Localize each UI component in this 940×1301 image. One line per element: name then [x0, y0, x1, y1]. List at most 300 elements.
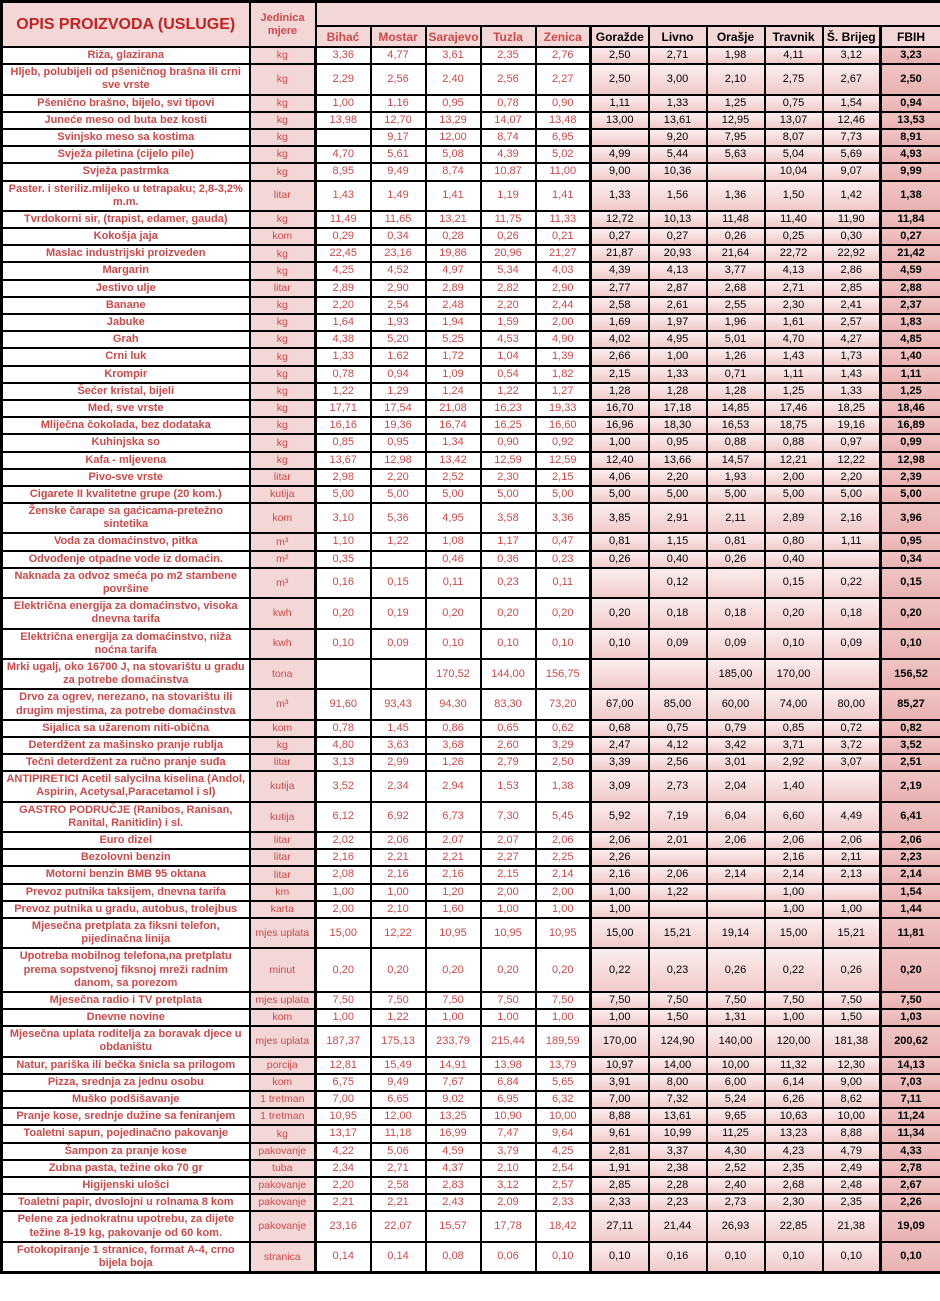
price-cell [591, 568, 649, 598]
price-cell: 19,33 [536, 400, 591, 417]
table-row [2, 629, 940, 659]
price-cell: 6,32 [536, 1091, 591, 1108]
price-cell: 0,78 [316, 366, 371, 383]
price-cell: 5,34 [481, 262, 536, 279]
price-cell: 0,12 [649, 568, 707, 598]
unit-cell: kg [250, 314, 316, 331]
price-cell [707, 568, 765, 598]
page-title: OPIS PROIZVODA (USLUGE) [2, 2, 250, 48]
price-cell: 10,87 [481, 163, 536, 180]
table-row [2, 211, 940, 228]
price-cell: 2,10 [481, 1160, 536, 1177]
price-cell: 1,19 [481, 181, 536, 211]
price-cell: 1,94 [426, 314, 481, 331]
price-cell: 3,91 [591, 1074, 649, 1091]
price-cell: 27,11 [591, 1211, 649, 1241]
price-cell: 2,06 [823, 832, 881, 849]
price-cell: 0,16 [316, 568, 371, 598]
price-cell: 2,21 [371, 849, 426, 866]
price-cell: 2,38 [649, 1160, 707, 1177]
price-cell: 4,85 [881, 331, 940, 348]
price-cell: 85,27 [881, 689, 940, 719]
price-cell: 11,81 [881, 918, 940, 948]
price-cell: 2,56 [481, 64, 536, 94]
price-cell: 4,95 [649, 331, 707, 348]
price-cell: 0,95 [371, 434, 426, 451]
price-cell: 0,88 [707, 434, 765, 451]
price-cell: 13,61 [649, 1108, 707, 1125]
unit-cell: pakovanje [250, 1143, 316, 1160]
price-cell: 2,16 [765, 849, 823, 866]
column-header-zenica: Zenica [536, 26, 591, 47]
price-cell: 11,84 [881, 211, 940, 228]
price-cell: 6,95 [536, 129, 591, 146]
price-cell: 5,45 [536, 802, 591, 832]
price-cell: 6,00 [707, 1074, 765, 1091]
product-name: Kokošja jaja [2, 228, 250, 245]
price-cell: 3,36 [316, 47, 371, 64]
price-cell: 4,49 [823, 802, 881, 832]
price-cell: 170,00 [765, 659, 823, 689]
price-cell: 13,98 [481, 1057, 536, 1074]
price-cell: 4,27 [823, 331, 881, 348]
product-name: Tvrdokorni sir, (trapist, edamer, gauda) [2, 211, 250, 228]
product-name: Paster. i steriliz.mlijeko u tetrapaku; 2,8-3,2% m.m. [2, 181, 250, 211]
price-cell: 3,52 [881, 737, 940, 754]
price-cell: 4,70 [765, 331, 823, 348]
price-cell: 18,46 [881, 400, 940, 417]
price-cell: 2,44 [536, 297, 591, 314]
unit-cell: kg [250, 417, 316, 434]
price-cell: 18,30 [649, 417, 707, 434]
price-cell: 0,08 [426, 1242, 481, 1273]
price-cell: 13,53 [881, 112, 940, 129]
price-cell: 10,04 [765, 163, 823, 180]
price-cell: 1,93 [371, 314, 426, 331]
table-row [2, 1160, 940, 1177]
product-name: Med, sve vrste [2, 400, 250, 417]
price-cell: 12,59 [536, 452, 591, 469]
unit-cell: m² [250, 551, 316, 568]
table-row [2, 181, 940, 211]
price-cell: 1,11 [765, 366, 823, 383]
unit-cell: pakovanje [250, 1211, 316, 1241]
price-cell [707, 849, 765, 866]
price-cell: 5,00 [371, 486, 426, 503]
price-cell: 10,95 [316, 1108, 371, 1125]
price-cell: 7,50 [823, 992, 881, 1009]
unit-cell: pakovanje [250, 1177, 316, 1194]
price-cell: 18,42 [536, 1211, 591, 1241]
price-cell: 16,74 [426, 417, 481, 434]
price-cell [707, 163, 765, 180]
column-header-gorazde: Goražde [591, 26, 649, 47]
price-cell: 0,95 [649, 434, 707, 451]
price-cell: 15,57 [426, 1211, 481, 1241]
table-row [2, 1125, 940, 1142]
price-cell [371, 551, 426, 568]
price-cell: 10,95 [481, 918, 536, 948]
price-cell: 2,73 [649, 771, 707, 801]
price-cell: 4,93 [881, 146, 940, 163]
price-cell: 215,44 [481, 1026, 536, 1056]
price-cell: 73,20 [536, 689, 591, 719]
table-row [2, 163, 940, 180]
price-cell: 21,64 [707, 245, 765, 262]
price-cell: 3,85 [591, 503, 649, 533]
column-header-sarajevo: Sarajevo [426, 26, 481, 47]
price-cell: 2,07 [426, 832, 481, 849]
price-cell: 0,26 [823, 948, 881, 992]
table-row [2, 146, 940, 163]
price-cell: 7,30 [481, 802, 536, 832]
product-name: Sijalica sa užarenom niti-obična [2, 720, 250, 737]
price-cell: 2,37 [881, 297, 940, 314]
price-cell: 2,40 [707, 1177, 765, 1194]
unit-cell: pakovanje [250, 1194, 316, 1211]
price-cell: 2,35 [823, 1194, 881, 1211]
unit-cell: minut [250, 948, 316, 992]
price-cell: 1,22 [481, 383, 536, 400]
price-cell: 4,33 [881, 1143, 940, 1160]
price-cell: 1,45 [371, 720, 426, 737]
product-name: Fotokopiranje 1 stranice, format A-4, crno bijela boja [2, 1242, 250, 1273]
table-row [2, 1108, 940, 1125]
price-cell: 5,06 [371, 1143, 426, 1160]
price-cell: 1,11 [823, 533, 881, 550]
price-cell: 1,43 [316, 181, 371, 211]
price-cell: 6,73 [426, 802, 481, 832]
price-cell: 5,92 [591, 802, 649, 832]
price-cell: 22,45 [316, 245, 371, 262]
price-cell: 5,65 [536, 1074, 591, 1091]
price-cell: 94,30 [426, 689, 481, 719]
price-cell: 0,15 [881, 568, 940, 598]
price-cell: 2,06 [591, 832, 649, 849]
price-cell: 3,79 [481, 1143, 536, 1160]
table-row [2, 486, 940, 503]
price-cell: 7,50 [881, 992, 940, 1009]
price-cell: 0,10 [707, 1242, 765, 1273]
price-cell: 1,11 [591, 95, 649, 112]
unit-cell: litar [250, 280, 316, 297]
price-cell: 2,16 [823, 503, 881, 533]
price-cell: 7,32 [649, 1091, 707, 1108]
price-cell: 0,20 [426, 948, 481, 992]
product-name: Jabuke [2, 314, 250, 331]
price-cell: 6,04 [707, 802, 765, 832]
price-cell: 3,36 [536, 503, 591, 533]
price-cell: 17,46 [765, 400, 823, 417]
price-cell: 12,40 [591, 452, 649, 469]
unit-cell: kg [250, 262, 316, 279]
unit-cell: kg [250, 297, 316, 314]
price-cell: 12,22 [823, 452, 881, 469]
price-cell [649, 849, 707, 866]
unit-cell: tuba [250, 1160, 316, 1177]
price-cell: 1,28 [649, 383, 707, 400]
price-cell: 3,37 [649, 1143, 707, 1160]
price-cell: 2,11 [707, 503, 765, 533]
header-band [316, 2, 940, 27]
price-cell: 0,20 [881, 948, 940, 992]
price-cell: 2,55 [707, 297, 765, 314]
product-name: Muško podšišavanje [2, 1091, 250, 1108]
price-cell: 3,13 [316, 754, 371, 771]
price-cell: 2,50 [591, 47, 649, 64]
unit-cell: kwh [250, 598, 316, 628]
table-row [2, 1091, 940, 1108]
price-cell: 21,08 [426, 400, 481, 417]
price-cell: 91,60 [316, 689, 371, 719]
price-cell: 0,20 [316, 598, 371, 628]
price-cell: 0,10 [536, 629, 591, 659]
price-cell: 12,59 [481, 452, 536, 469]
price-cell: 2,47 [591, 737, 649, 754]
price-cell: 156,75 [536, 659, 591, 689]
price-cell: 2,06 [371, 832, 426, 849]
price-cell: 13,25 [426, 1108, 481, 1125]
price-cell: 2,73 [707, 1194, 765, 1211]
price-cell: 0,10 [881, 1242, 940, 1273]
price-cell: 3,77 [707, 262, 765, 279]
price-cell: 2,43 [426, 1194, 481, 1211]
table-row [2, 452, 940, 469]
price-cell: 181,38 [823, 1026, 881, 1056]
product-name: Šećer kristal, bijeli [2, 383, 250, 400]
price-cell: 1,43 [823, 366, 881, 383]
price-cell: 2,77 [591, 280, 649, 297]
price-cell: 1,15 [649, 533, 707, 550]
table-row [2, 112, 940, 129]
price-cell: 2,14 [536, 866, 591, 883]
price-cell: 13,98 [316, 112, 371, 129]
price-cell: 1,00 [765, 901, 823, 918]
price-cell: 7,47 [481, 1125, 536, 1142]
column-header-livno: Livno [649, 26, 707, 47]
product-name: Juneće meso od buta bez kosti [2, 112, 250, 129]
price-cell: 1,04 [481, 348, 536, 365]
price-cell: 2,51 [881, 754, 940, 771]
price-cell: 1,69 [591, 314, 649, 331]
unit-cell: m³ [250, 533, 316, 550]
price-cell: 19,09 [881, 1211, 940, 1241]
price-cell: 1,44 [881, 901, 940, 918]
table-row [2, 366, 940, 383]
price-cell: 2,04 [707, 771, 765, 801]
price-cell: 0,97 [823, 434, 881, 451]
price-cell: 3,12 [481, 1177, 536, 1194]
price-cell: 2,08 [316, 866, 371, 883]
price-cell: 2,56 [649, 754, 707, 771]
price-cell: 11,48 [707, 211, 765, 228]
price-cell: 0,85 [765, 720, 823, 737]
price-cell: 2,00 [765, 469, 823, 486]
price-cell: 2,57 [823, 314, 881, 331]
price-cell: 1,25 [765, 383, 823, 400]
price-cell: 1,38 [881, 181, 940, 211]
column-header-mostar: Mostar [371, 26, 426, 47]
price-cell: 6,75 [316, 1074, 371, 1091]
price-cell: 1,36 [707, 181, 765, 211]
price-cell: 0,11 [426, 568, 481, 598]
price-cell: 10,13 [649, 211, 707, 228]
price-cell: 16,23 [481, 400, 536, 417]
price-cell: 19,36 [371, 417, 426, 434]
unit-cell: kg [250, 211, 316, 228]
price-cell: 0,47 [536, 533, 591, 550]
price-cell: 0,22 [765, 948, 823, 992]
price-cell: 2,66 [591, 348, 649, 365]
price-cell: 10,00 [707, 1057, 765, 1074]
unit-cell: kutija [250, 486, 316, 503]
price-cell: 2,67 [823, 64, 881, 94]
price-cell: 1,38 [536, 771, 591, 801]
price-cell: 2,68 [765, 1177, 823, 1194]
price-cell: 5,00 [481, 486, 536, 503]
price-cell: 0,22 [591, 948, 649, 992]
table-row [2, 503, 940, 533]
product-name: Crni luk [2, 348, 250, 365]
product-name: Mjesečna uplata roditelja za boravak djece u obdaništu [2, 1026, 250, 1056]
price-cell: 23,16 [371, 245, 426, 262]
price-cell: 4,25 [536, 1143, 591, 1160]
price-cell: 2,20 [316, 297, 371, 314]
price-cell: 2,58 [371, 1177, 426, 1194]
price-cell: 0,23 [481, 568, 536, 598]
price-cell: 9,49 [371, 1074, 426, 1091]
price-cell: 1,00 [316, 95, 371, 112]
table-row [2, 689, 940, 719]
price-cell: 26,93 [707, 1211, 765, 1241]
price-cell: 2,76 [536, 47, 591, 64]
price-cell [591, 659, 649, 689]
price-cell: 0,10 [536, 1242, 591, 1273]
price-cell [591, 129, 649, 146]
price-cell: 1,08 [426, 533, 481, 550]
price-cell: 5,24 [707, 1091, 765, 1108]
price-cell: 2,58 [591, 297, 649, 314]
price-cell: 0,27 [591, 228, 649, 245]
price-cell: 1,00 [536, 1009, 591, 1026]
price-cell: 4,53 [481, 331, 536, 348]
price-cell: 9,49 [371, 163, 426, 180]
price-cell: 2,30 [765, 297, 823, 314]
price-cell: 1,72 [426, 348, 481, 365]
table-row [2, 1143, 940, 1160]
price-cell: 13,42 [426, 452, 481, 469]
price-cell: 22,07 [371, 1211, 426, 1241]
column-header-orasje: Orašje [707, 26, 765, 47]
price-cell: 14,91 [426, 1057, 481, 1074]
price-cell: 23,16 [316, 1211, 371, 1241]
price-cell: 4,59 [426, 1143, 481, 1160]
price-cell: 1,22 [371, 1009, 426, 1026]
price-cell: 0,18 [649, 598, 707, 628]
price-cell: 5,69 [823, 146, 881, 163]
price-cell: 2,90 [536, 280, 591, 297]
price-cell: 19,14 [707, 918, 765, 948]
price-cell: 2,06 [707, 832, 765, 849]
price-cell: 6,41 [881, 802, 940, 832]
price-cell: 60,00 [707, 689, 765, 719]
unit-cell: kg [250, 400, 316, 417]
price-cell: 1,33 [649, 95, 707, 112]
price-cell: 10,95 [536, 918, 591, 948]
price-cell: 2,21 [371, 1194, 426, 1211]
price-cell: 0,20 [481, 598, 536, 628]
product-name: Svinjsko meso sa kostima [2, 129, 250, 146]
unit-cell: karta [250, 901, 316, 918]
price-cell [316, 659, 371, 689]
table-row [2, 280, 940, 297]
price-cell: 13,66 [649, 452, 707, 469]
price-cell: 1,54 [881, 884, 940, 901]
unit-cell: kg [250, 112, 316, 129]
price-cell: 6,84 [481, 1074, 536, 1091]
price-cell: 2,89 [765, 503, 823, 533]
price-cell: 1,73 [823, 348, 881, 365]
price-cell: 0,90 [481, 434, 536, 451]
price-cell: 2,25 [536, 849, 591, 866]
price-cell: 12,81 [316, 1057, 371, 1074]
price-cell: 0,18 [823, 598, 881, 628]
price-cell: 0,99 [881, 434, 940, 451]
price-cell: 5,63 [707, 146, 765, 163]
price-cell: 2,14 [765, 866, 823, 883]
table-row [2, 1057, 940, 1074]
price-cell: 0,81 [707, 533, 765, 550]
price-cell: 21,38 [823, 1211, 881, 1241]
price-cell: 2,20 [316, 1177, 371, 1194]
price-cell: 2,75 [765, 64, 823, 94]
price-cell: 1,22 [649, 884, 707, 901]
price-cell: 4,95 [426, 503, 481, 533]
price-cell: 0,30 [823, 228, 881, 245]
unit-cell: tona [250, 659, 316, 689]
price-cell: 22,85 [765, 1211, 823, 1241]
price-cell: 7,50 [536, 992, 591, 1009]
price-cell: 2,27 [536, 64, 591, 94]
price-cell: 1,00 [371, 884, 426, 901]
price-cell [707, 884, 765, 901]
price-cell: 6,95 [481, 1091, 536, 1108]
price-cell: 2,14 [881, 866, 940, 883]
price-cell: 0,19 [371, 598, 426, 628]
price-cell: 2,57 [536, 1177, 591, 1194]
price-cell: 0,09 [371, 629, 426, 659]
column-header-travnik: Travnik [765, 26, 823, 47]
price-cell: 7,50 [649, 992, 707, 1009]
price-cell: 3,52 [316, 771, 371, 801]
price-cell: 2,20 [649, 469, 707, 486]
table-row [2, 598, 940, 628]
price-cell: 0,81 [591, 533, 649, 550]
price-cell: 2,71 [765, 280, 823, 297]
price-cell: 16,53 [707, 417, 765, 434]
price-cell [371, 659, 426, 689]
price-cell: 7,00 [591, 1091, 649, 1108]
price-cell: 2,02 [316, 832, 371, 849]
price-cell: 1,03 [881, 1009, 940, 1026]
price-cell: 6,65 [371, 1091, 426, 1108]
price-cell: 21,27 [536, 245, 591, 262]
price-cell: 7,50 [591, 992, 649, 1009]
price-cell: 3,07 [823, 754, 881, 771]
price-cell: 2,60 [481, 737, 536, 754]
price-cell: 2,26 [881, 1194, 940, 1211]
price-cell: 1,25 [707, 95, 765, 112]
